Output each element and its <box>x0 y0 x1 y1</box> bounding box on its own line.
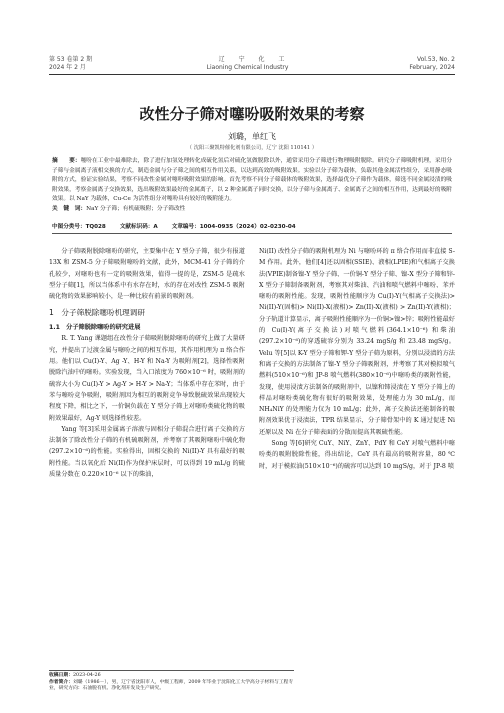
header-rule <box>49 74 455 75</box>
abstract-text: 噻吩在工业中最难除去，除了进行加氢处理转化成硫化氢后对硫化氢做脱除以外，通常采用分子筛进行物理吸附脱除。研究分子筛吸附机理，采用分子筛与金属离子液相交换的方式，制造金属与分子筛之间的相互作用关系，以达到高效的吸附效果。实验以分子筛为载体，负载其他金属活性组分，采用静态吸附的方式，验证实验结果，考察不同改性金属对噻吩吸附效果的影响。首先考察不同分子筛载体的吸附效果，选择最优分子筛作为载体，筛选不同金属浸渍的吸附效果，考察金属离子交换效果，选出吸附效果最好的金属离子，以 2 种金属离子同时交换，以分子筛与金属离子、金属离子之间的相互作用，达到最好的吸附效果。以 NaY 为载体，Cu-Ce 为活性组分对噻吩具有较好的吸附能力。 <box>52 158 453 203</box>
left-column <box>49 246 245 480</box>
header-date: 2024 年 2 月 <box>49 64 86 71</box>
header-row-cn <box>49 56 455 64</box>
keywords-label: 关 键 词： <box>52 205 87 212</box>
header-row-en <box>49 64 455 72</box>
affiliation: （ 沈阳三聚凯特催化剂有限公司，辽宁 沈阳 110141 ） <box>186 145 318 151</box>
received-line <box>49 673 294 680</box>
section-heading-1: 1 分子筛脱除噻吩机理调研 <box>49 308 145 318</box>
abstract-rule <box>52 233 452 234</box>
header-journal-en: Liaoning Chemical Industry <box>206 64 289 71</box>
footnote <box>49 670 294 693</box>
author-bio <box>49 680 294 693</box>
bio-text: 刘璐（1986－），男，辽宁省沈阳市人，中级工程师，2009 年毕业于沈阳化工大学高分子材料与工程专业，研究方向：石油脱有机、净化剂开发及生产研究。 <box>49 679 294 692</box>
running-header <box>49 56 455 75</box>
body-paragraph: Ni(II) 改性分子筛的吸附机理为 Ni 与噻吩环的 π 络合作用而非直接 S-M 作用。此外，他们[4]还以固相(SSIE)、液相(LPIE)和气相离子交换法(VPIE)制备镍-Y 型分子筛、一价铜-Y 型分子筛、镍-X 型分子筛和锌-X 型分子筛制备吸附剂，考察其对柴油、汽油和喷气燃料中噻吩、苯并噻吩的吸附性能。发现，吸附性能顺序为 Cu(I)-Y(气相离子交换法)> Ni(II)-Y(固相)> Ni(II)-X(液相)> Zn(II)-X(液相) > Zn(II)-Y(液相)；分子轨道计算显示，离子吸附性能顺序为一价铜>镍>锌；吸附性能最好的 Cu(I)-Y(离子交换法)对喷气燃料(364.1×10⁻⁶) 和柴油(297.2×10⁻⁶)的穿透硫容分别为 33.24 mgS/g 和 23.48 mgS/g。Velu 等[5]以 K-Y 型分子筛和钾-Y 型分子筛为原料，分别以浸渍的方法和离子交换的方法制备了镍-Y 型分子筛吸附剂，并考察了其对模拟喷气燃料(510×10⁻⁶)和 JP-8 喷气燃料(380×10⁻⁶)中噻吩类的吸附性能，发现，使用浸渍方法制备的吸附剂中，以镍和铈浸渍在 Y 型分子筛上的样品对噻吩类硫化物有很好的吸附效果，处理能力为 30 mL/g，而 NH₄NiY 的处理能力仅为 10 mL/g；此外，离子交换法还能制备的吸附剂效果优于浸渍法，TPR 结果显示，分子筛骨架中的 K 通过促进 Ni 还原以及 Ni 在分子筛表面的分散而提高其吸硫性能。 <box>259 248 455 436</box>
classification-line <box>52 222 452 230</box>
keywords <box>52 205 452 215</box>
intro-paragraph: 分子筛吸附脱除噻吩的研究，主要集中在 Y 型分子筛，很少有报道 13X 和 ZSM-5 分子筛吸附噻吩的文献，此外，MCM-41 分子筛的介孔较少，对噻吩也有一定的吸附效果，值得一提的是，ZSM-5 是疏水型分子筛[1]，所以当体系中有水存在时，水的存在对改性 ZSM-5 吸附硫化物的效果影响较小，是一种比较有前景的吸附剂。 <box>49 248 245 301</box>
body-paragraph: Yang 等[3]采用金属离子溶液与固相分子筛混合进行离子交换的方法制备了除改性分子筛的有机硫吸附剂，并考察了其吸附噻吩中硫化物(297.2×10⁻⁶)的性能。实验得出，固相交换的 Ni(II)-Y 具有最好的吸附性能。当以氧化后 Ni(II)作为保护床层时，可以得到 19 mL/g 的硫质量分数在 0.220×10⁻⁶ 以下的柴油， <box>49 425 245 479</box>
subsection-heading-1-1: 1.1 分子筛脱除噻吩的研究进展 <box>49 324 141 332</box>
body-paragraph: R. T. Yang 课题组在改性分子筛吸附脱除噻吩的研究上做了大量研究，并提出了过渡金属与噻吩之间的相互作用，其作用机理为 π 络合作用。他们以 Cu(I)-Y、Ag -Y、H-Y 和 Na-Y 为吸附剂[2]，选择性吸附脱除汽油中的噻吩。实验发现，当入口浓度为 760×10⁻⁶ 时，吸附剂的硫容大小为 Cu(I)-Y > Ag-Y > H-Y > Na-Y；当体系中存在苯时，由于苯与噻吩竞争吸附，吸附剂因为相互的吸附竞争导致脱硫效果出现较大程度下降，相比之下，一价铜负载在 Y 型分子筛上对噻吩类硫化物的吸附效果最好，Ag-Y 则选择性较差。 <box>49 335 245 422</box>
header-date-en: February, 2024 <box>409 64 455 71</box>
keywords-text: NaY 分子筛；有机硫吸附；分子筛改性 <box>86 205 186 212</box>
abstract-label: 摘 要： <box>52 158 81 164</box>
header-journal-cn: 辽 宁 化 工 <box>218 56 291 63</box>
abstract-block <box>52 157 452 215</box>
clc-number: 中图分类号：TQ028 <box>52 224 106 230</box>
received-date: 2023-04-26 <box>73 673 101 678</box>
body-paragraph: Song 等[6]研究 CuY、NiY、ZnY、PdY 和 CeY 对喷气燃料中噻吩类的吸附脱除性能，得出结论，CeY 具有最高的吸附容量，80 ℃时，对于模拟油(510×10⁻⁶)的硫容可以达到 10 mgS/g，对于 JP-8 喷 <box>259 440 455 470</box>
paper-title: 改性分子筛对噻吩吸附效果的考察 <box>139 105 365 123</box>
bio-label: 作者简介： <box>49 679 73 685</box>
header-volume: 第 53 卷第 2 期 <box>49 56 93 63</box>
right-column <box>259 246 455 472</box>
article-id: 文章编号：1004-0935（2024）02-0230-04 <box>171 224 296 230</box>
header-volume-en: Vol.53, No. 2 <box>416 56 455 63</box>
authors: 刘璐，单红飞 <box>228 132 276 141</box>
abstract <box>52 157 452 205</box>
received-label: 收稿日期： <box>49 673 73 678</box>
document-code: 文献标识码：A <box>119 224 158 230</box>
